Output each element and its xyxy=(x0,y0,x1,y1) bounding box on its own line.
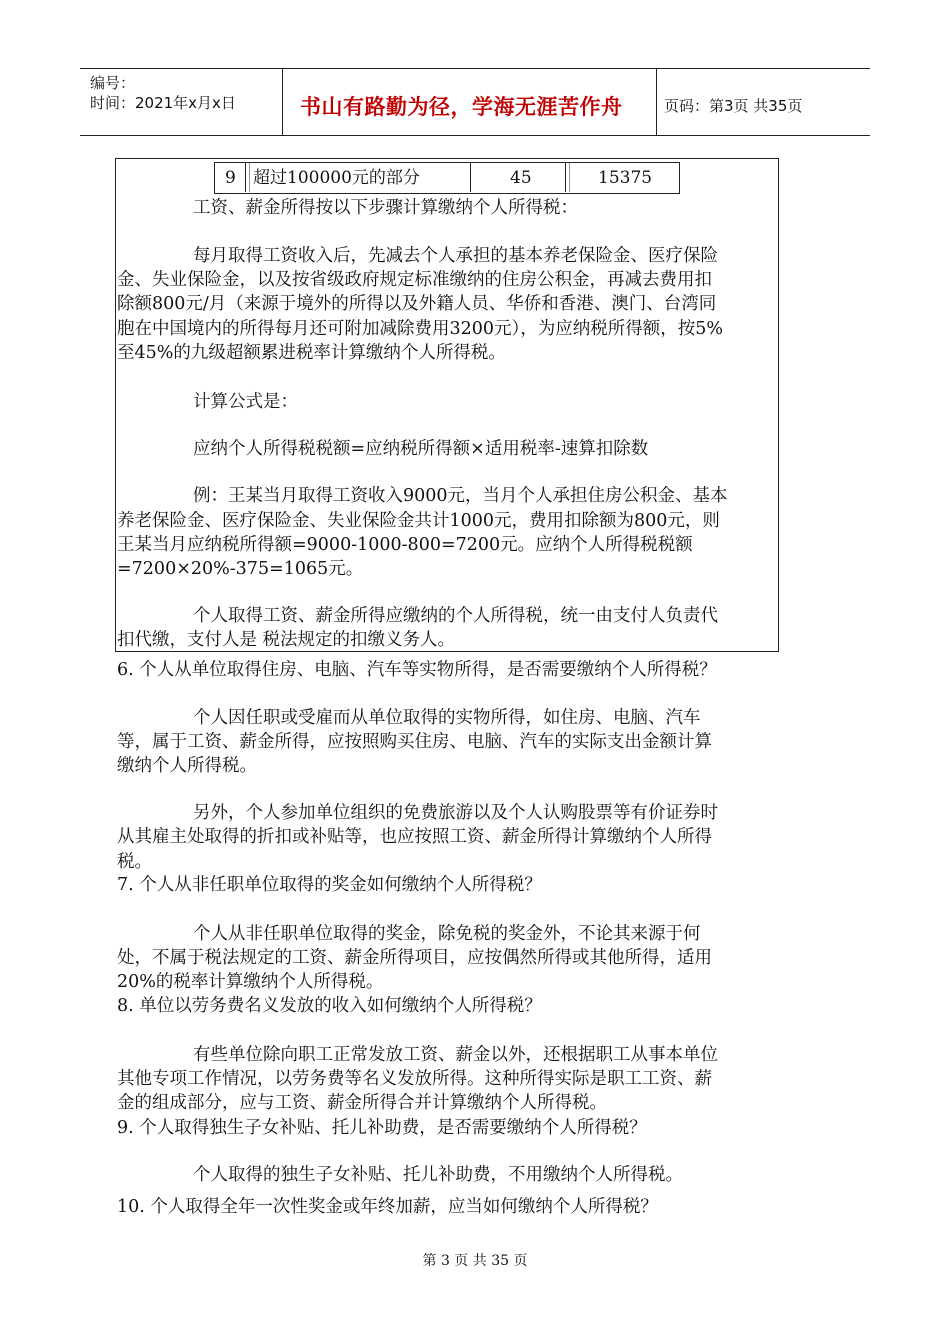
text-line: 例：王某当月取得工资收入9000元，当月个人承担住房公积金、基本 xyxy=(193,486,728,506)
text-line: 王某当月应纳税所得额=9000-1000-800=7200元。应纳个人所得税税额 xyxy=(117,535,693,555)
text-line: 每月取得工资收入后，先减去个人承担的基本养老保险金、医疗保险 xyxy=(193,246,718,266)
text-line: 缴纳个人所得税。 xyxy=(117,756,257,776)
text-line: 其他专项工作情况，以劳务费等名义发放所得。这种所得实际是职工工资、薪 xyxy=(117,1069,712,1089)
question-heading: 7. 个人从非任职单位取得的奖金如何缴纳个人所得税？ xyxy=(117,875,542,895)
header-page-label: 页码：第3页 共35页 xyxy=(664,97,803,115)
text-line: 应纳个人所得税税额=应纳税所得额×适用税率-速算扣除数 xyxy=(193,439,649,459)
text-line: 计算公式是： xyxy=(193,392,298,412)
table-col-divider xyxy=(249,163,250,192)
text-line: 金、失业保险金，以及按省级政府规定标准缴纳的住房公积金，再减去费用扣 xyxy=(117,270,712,290)
text-line: 胞在中国境内的所得每月还可附加减除费用3200元），为应纳税所得额，按5% xyxy=(117,319,724,339)
header-divider-left xyxy=(282,68,283,135)
question-heading: 10. 个人取得全年一次性奖金或年终加薪，应当如何缴纳个人所得税？ xyxy=(117,1197,658,1217)
header-top-rule xyxy=(80,68,870,69)
table-cell-deduction: 15375 xyxy=(598,168,653,188)
text-line: 个人因任职或受雇而从单位取得的实物所得，如住房、电脑、汽车 xyxy=(193,708,701,728)
table-col-divider xyxy=(245,163,246,192)
question-heading: 8. 单位以劳务费名义发放的收入如何缴纳个人所得税？ xyxy=(117,996,542,1016)
text-line: 个人取得的独生子女补贴、托儿补助费，不用缴纳个人所得税。 xyxy=(193,1165,683,1185)
text-line: 除额800元/月（来源于境外的所得以及外籍人员、华侨和香港、澳门、台湾同 xyxy=(117,294,717,314)
table-col-divider xyxy=(569,163,570,192)
table-cell-level: 9 xyxy=(225,168,236,188)
text-line: 扣代缴，支付人是 税法规定的扣缴义务人。 xyxy=(117,630,456,650)
text-line: =7200×20%-375=1065元。 xyxy=(117,559,364,579)
doc-id-label: 编号： xyxy=(90,74,136,92)
text-line: 养老保险金、医疗保险金、失业保险金共计1000元，费用扣除额为800元，则 xyxy=(117,511,720,531)
question-heading: 6. 个人从单位取得住房、电脑、汽车等实物所得，是否需要缴纳个人所得税？ xyxy=(117,660,717,680)
tax-rate-table-row xyxy=(214,162,680,194)
page-footer: 第 3 页 共 35 页 xyxy=(422,1253,528,1269)
text-line: 另外，个人参加单位组织的免费旅游以及个人认购股票等有价证券时 xyxy=(193,803,718,823)
question-heading: 9. 个人取得独生子女补贴、托儿补助费，是否需要缴纳个人所得税？ xyxy=(117,1118,647,1138)
table-col-divider xyxy=(470,163,471,192)
text-line: 个人取得工资、薪金所得应缴纳的个人所得税，统一由支付人负责代 xyxy=(193,606,718,626)
text-line: 金的组成部分，应与工资、薪金所得合并计算缴纳个人所得税。 xyxy=(117,1093,607,1113)
text-line: 等，属于工资、薪金所得，应按照购买住房、电脑、汽车的实际支出金额计算 xyxy=(117,732,712,752)
text-line: 个人从非任职单位取得的奖金，除免税的奖金外，不论其来源于何 xyxy=(193,924,701,944)
text-line: 有些单位除向职工正常发放工资、薪金以外，还根据职工从事本单位 xyxy=(193,1045,718,1065)
table-cell-rate: 45 xyxy=(510,168,532,188)
text-line: 从其雇主处取得的折扣或补贴等，也应按照工资、薪金所得计算缴纳个人所得 xyxy=(117,827,712,847)
header-bottom-rule xyxy=(80,135,870,136)
text-line: 处，不属于税法规定的工资、薪金所得项目，应按偶然所得或其他所得，适用 xyxy=(117,948,712,968)
header-motto: 书山有路勤为径，学海无涯苦作舟 xyxy=(300,95,623,119)
table-cell-range: 超过100000元的部分 xyxy=(253,168,420,188)
doc-date-label: 时间：2021年x月x日 xyxy=(90,94,236,112)
text-line: 20%的税率计算缴纳个人所得税。 xyxy=(117,972,384,992)
text-line: 工资、薪金所得按以下步骤计算缴纳个人所得税： xyxy=(193,198,578,218)
header-divider-right xyxy=(656,68,657,135)
text-line: 税。 xyxy=(117,852,152,872)
text-line: 至45%的九级超额累进税率计算缴纳个人所得税。 xyxy=(117,343,506,363)
table-col-divider xyxy=(565,163,566,192)
